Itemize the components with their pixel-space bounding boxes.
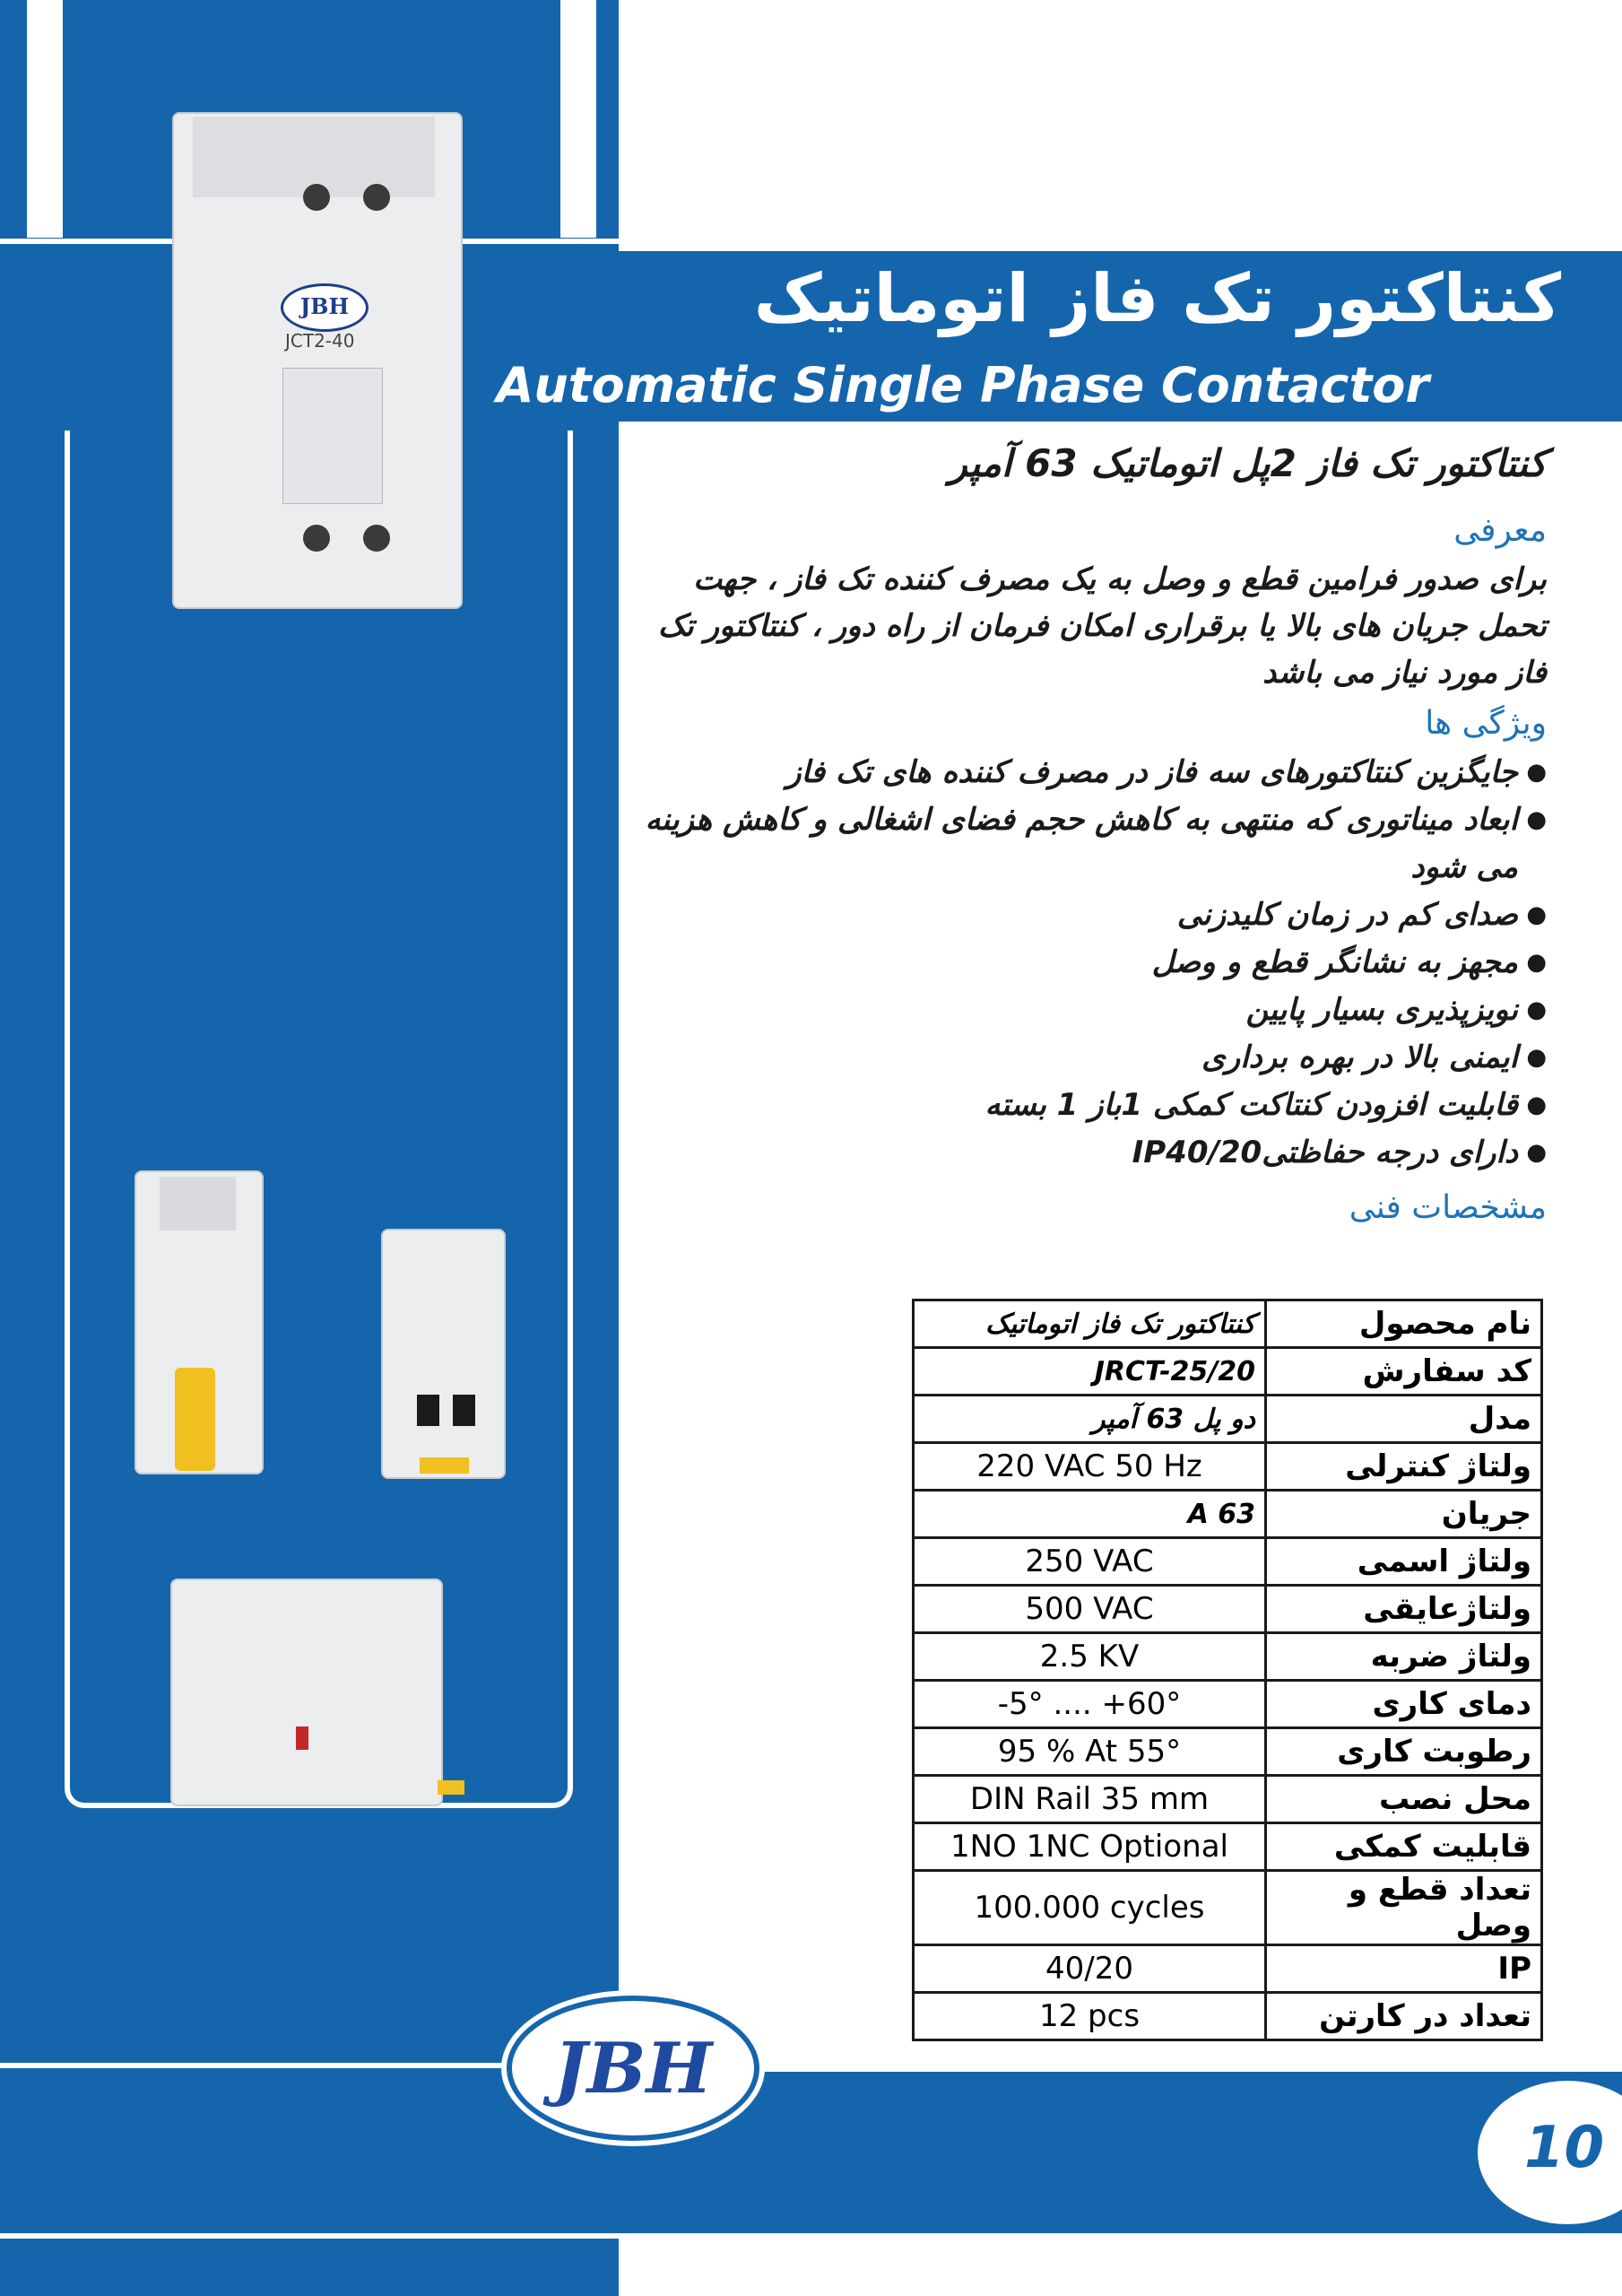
side-top-slot (160, 1177, 236, 1231)
title-english: Automatic Single Phase Contactor (496, 357, 1429, 413)
spec-value: 95 % At 55° (914, 1728, 1266, 1776)
spec-key: IP (1266, 1945, 1542, 1993)
front-clip-yellow (420, 1457, 469, 1474)
spec-key: قابلیت کمکی (1266, 1823, 1542, 1871)
bottom-right-white (619, 2239, 1622, 2296)
terminal-screw (363, 184, 390, 211)
table-row (914, 1443, 1542, 1491)
table-row (914, 1300, 1542, 1348)
spec-key: نام محصول (1266, 1300, 1542, 1348)
spec-value: DIN Rail 35 mm (914, 1776, 1266, 1823)
spec-key: ولتاژ ضربه (1266, 1633, 1542, 1681)
device-logo: JBH (281, 283, 369, 332)
table-row (914, 1633, 1542, 1681)
device-label-panel (282, 368, 383, 504)
intro-text: برای صدور فرامین قطع و وصل به یک مصرف کننده تک فاز ، جهت تحمل جریان های بالا یا برقراری امکان فرمان از راه دور ، کنتاکتور تک فاز مورد نیاز می باشد (657, 561, 1547, 691)
table-row (914, 1586, 1542, 1633)
terminal-screw (303, 525, 330, 552)
table-row (914, 1871, 1542, 1945)
right-white-stripe (560, 0, 596, 238)
spec-value: کنتاکتور تک فاز اتوماتیک (914, 1300, 1266, 1348)
spec-key: ولتاژ اسمی (1266, 1538, 1542, 1586)
intro-heading: معرفی (1453, 512, 1547, 549)
bottom-divider-1 (0, 2063, 1622, 2068)
table-row (914, 1823, 1542, 1871)
spec-value: 250 VAC (914, 1538, 1266, 1586)
brand-logo (507, 1996, 759, 2141)
table-row (914, 1681, 1542, 1728)
terminal-screw (303, 184, 330, 211)
spec-key: جریان (1266, 1491, 1542, 1538)
table-row (914, 1396, 1542, 1443)
table-row (914, 1945, 1542, 1993)
spec-table (912, 1299, 1543, 2041)
feature-item: ● قابلیت افزودن کنتاکت کمکی 1باز 1 بسته (628, 1082, 1547, 1129)
features-list (628, 749, 1547, 1177)
feature-item: ● ابعاد میناتوری که منتهی به کاهش حجم فضای اشغالی و کاهش هزینه می شود (628, 796, 1547, 891)
spec-key: مدل (1266, 1396, 1542, 1443)
front-slot (417, 1395, 439, 1426)
spec-value: 220 VAC 50 Hz (914, 1443, 1266, 1491)
title-persian: کنتاکتور تک فاز اتوماتیک (753, 260, 1561, 337)
specs-heading: مشخصات فنی (1349, 1189, 1547, 1226)
spec-key: کد سفارش (1266, 1348, 1542, 1396)
spec-key: ولتاژعایقی (1266, 1586, 1542, 1633)
spec-value: 1NO 1NC Optional (914, 1823, 1266, 1871)
spec-value: -5° .... +60° (914, 1681, 1266, 1728)
contactor-image-bottom (170, 1578, 443, 1806)
spec-value: 63 A (914, 1491, 1266, 1538)
spec-key: تعداد در کارتن (1266, 1993, 1542, 2040)
spec-value: دو پل 63 آمپر (914, 1396, 1266, 1443)
spec-key: تعداد قطع و وصل (1266, 1871, 1542, 1945)
content-column (628, 422, 1547, 1233)
din-clip-yellow (175, 1368, 215, 1471)
product-name: کنتاکتور تک فاز 2پل اتوماتیک 63 آمپر (949, 441, 1547, 485)
bottom-band (0, 2072, 1622, 2233)
table-row (914, 1728, 1542, 1776)
table-row (914, 1491, 1542, 1538)
page-number: 10 (1524, 2115, 1605, 2181)
spec-key: دمای کاری (1266, 1681, 1542, 1728)
feature-item: ● ایمنی بالا در بهره برداری (628, 1034, 1547, 1082)
spec-value: 40/20 (914, 1945, 1266, 1993)
terminal-screw (363, 525, 390, 552)
top-right-white (619, 0, 1622, 251)
spec-value: 500 VAC (914, 1586, 1266, 1633)
left-white-stripe (27, 0, 63, 238)
spec-value: JRCT-25/20 (914, 1348, 1266, 1396)
feature-item: ● دارای درجه حفاظتیIP40/20 (628, 1129, 1547, 1177)
bottom-clip-yellow (438, 1780, 464, 1795)
spec-value: 2.5 KV (914, 1633, 1266, 1681)
device-model: JCT2-40 (285, 330, 355, 352)
brand-logo-text: JBH (553, 2027, 713, 2109)
spec-key: ولتاژ کنترلی (1266, 1443, 1542, 1491)
feature-item: ● مجهز به نشانگر قطع و وصل (628, 939, 1547, 987)
front-slot (453, 1395, 475, 1426)
spec-key: محل نصب (1266, 1776, 1542, 1823)
table-row (914, 1348, 1542, 1396)
feature-item: ● نویزپذیری بسیار پایین (628, 987, 1547, 1034)
spec-value: 12 pcs (914, 1993, 1266, 2040)
spec-key: رطوبت کاری (1266, 1728, 1542, 1776)
feature-item: ● جایگزین کنتاکتورهای سه فاز در مصرف کننده های تک فاز (628, 749, 1547, 796)
contactor-image-front (381, 1229, 506, 1479)
table-row (914, 1776, 1542, 1823)
indicator-red (296, 1726, 308, 1750)
table-row (914, 1993, 1542, 2040)
spec-value: 100.000 cycles (914, 1871, 1266, 1945)
feature-item: ● صدای کم در زمان کلیدزنی (628, 891, 1547, 939)
features-heading: ویژگی ها (1425, 705, 1547, 742)
table-row (914, 1538, 1542, 1586)
